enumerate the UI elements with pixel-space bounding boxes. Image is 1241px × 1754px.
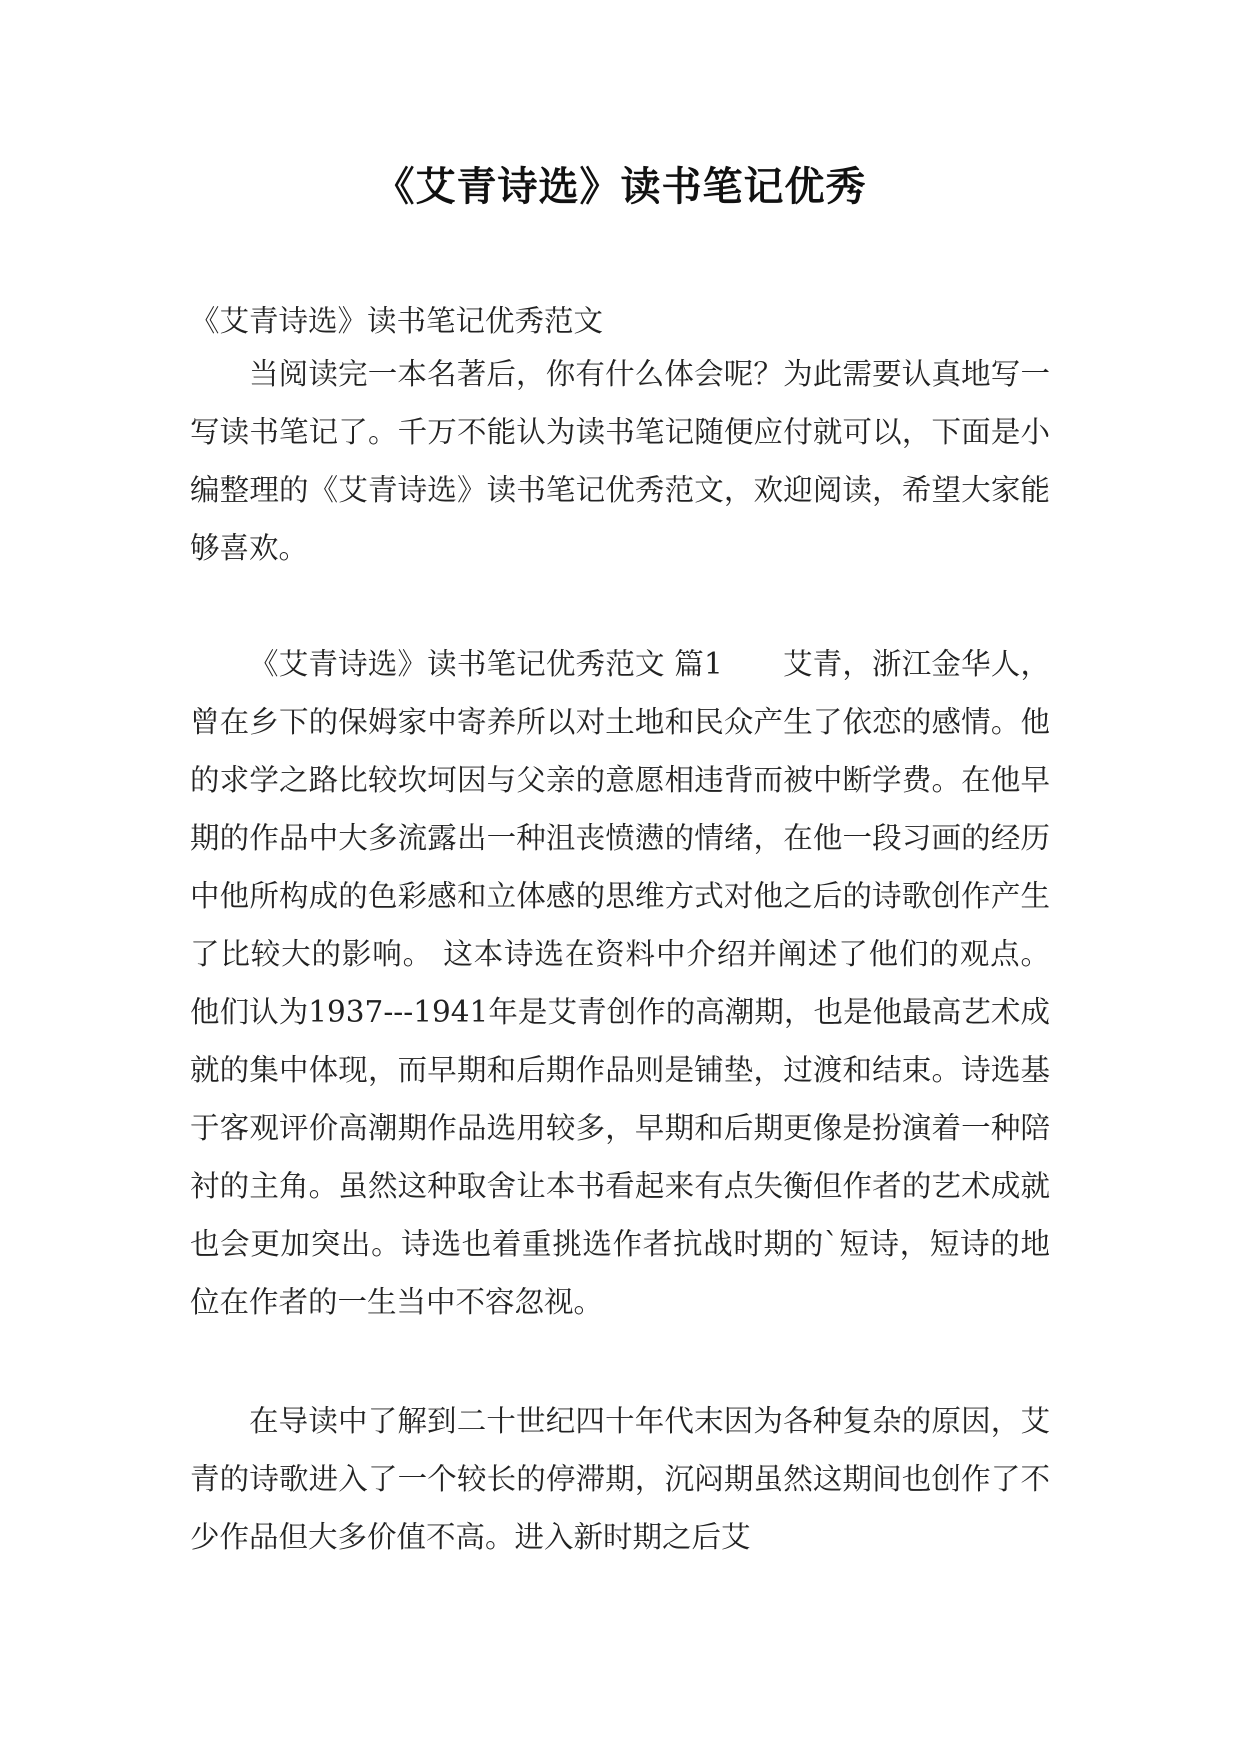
article-paragraph-1	[190, 635, 1050, 1331]
article-paragraph-2: 在导读中了解到二十世纪四十年代末因为各种复杂的原因，艾青的诗歌进入了一个较长的停滞期，沉闷期虽然这期间也创作了不少作品但大多价值不高。进入新时期之后艾	[190, 1404, 1050, 1554]
section-heading: 《艾青诗选》读书笔记优秀范文 篇1	[249, 647, 723, 681]
paragraph-1-text: 艾青，浙江金华人，曾在乡下的保姆家中寄养所以对土地和民众产生了依恋的感情。他的求学之路比较坎坷因与父亲的意愿相违背而被中断学费。在他早期的作品中大多流露出一种沮丧愤懑的情绪，在他一段习画的经历中他所构成的色彩感和立体感的思维方式对他之后的诗歌创作产生了比较大的影响。 这本诗选在资料中介绍并阐述了他们的观点。他们认为1937---1941年是艾青创作的高潮期，也是他最高艺术成就的集中体现，而早期和后期作品则是铺垫，过渡和结束。诗选基于客观评价高潮期作品选用较多，早期和后期更像是扮演着一种陪衬的主角。虽然这种取舍让本书看起来有点失衡但作者的艺术成就也会更加突出。诗选也着重挑选作者抗战时期的`短诗，短诗的地位在作者的一生当中不容忽视。	[190, 647, 1050, 1319]
intro-paragraph: 当阅读完一本名著后，你有什么体会呢？为此需要认真地写一写读书笔记了。千万不能认为读书笔记随便应付就可以，下面是小编整理的《艾青诗选》读书笔记优秀范文，欢迎阅读，希望大家能够喜欢。	[190, 357, 1050, 565]
document-title: 《艾青诗选》读书笔记优秀	[374, 163, 867, 210]
document-subtitle: 《艾青诗选》读书笔记优秀范文	[190, 304, 604, 338]
